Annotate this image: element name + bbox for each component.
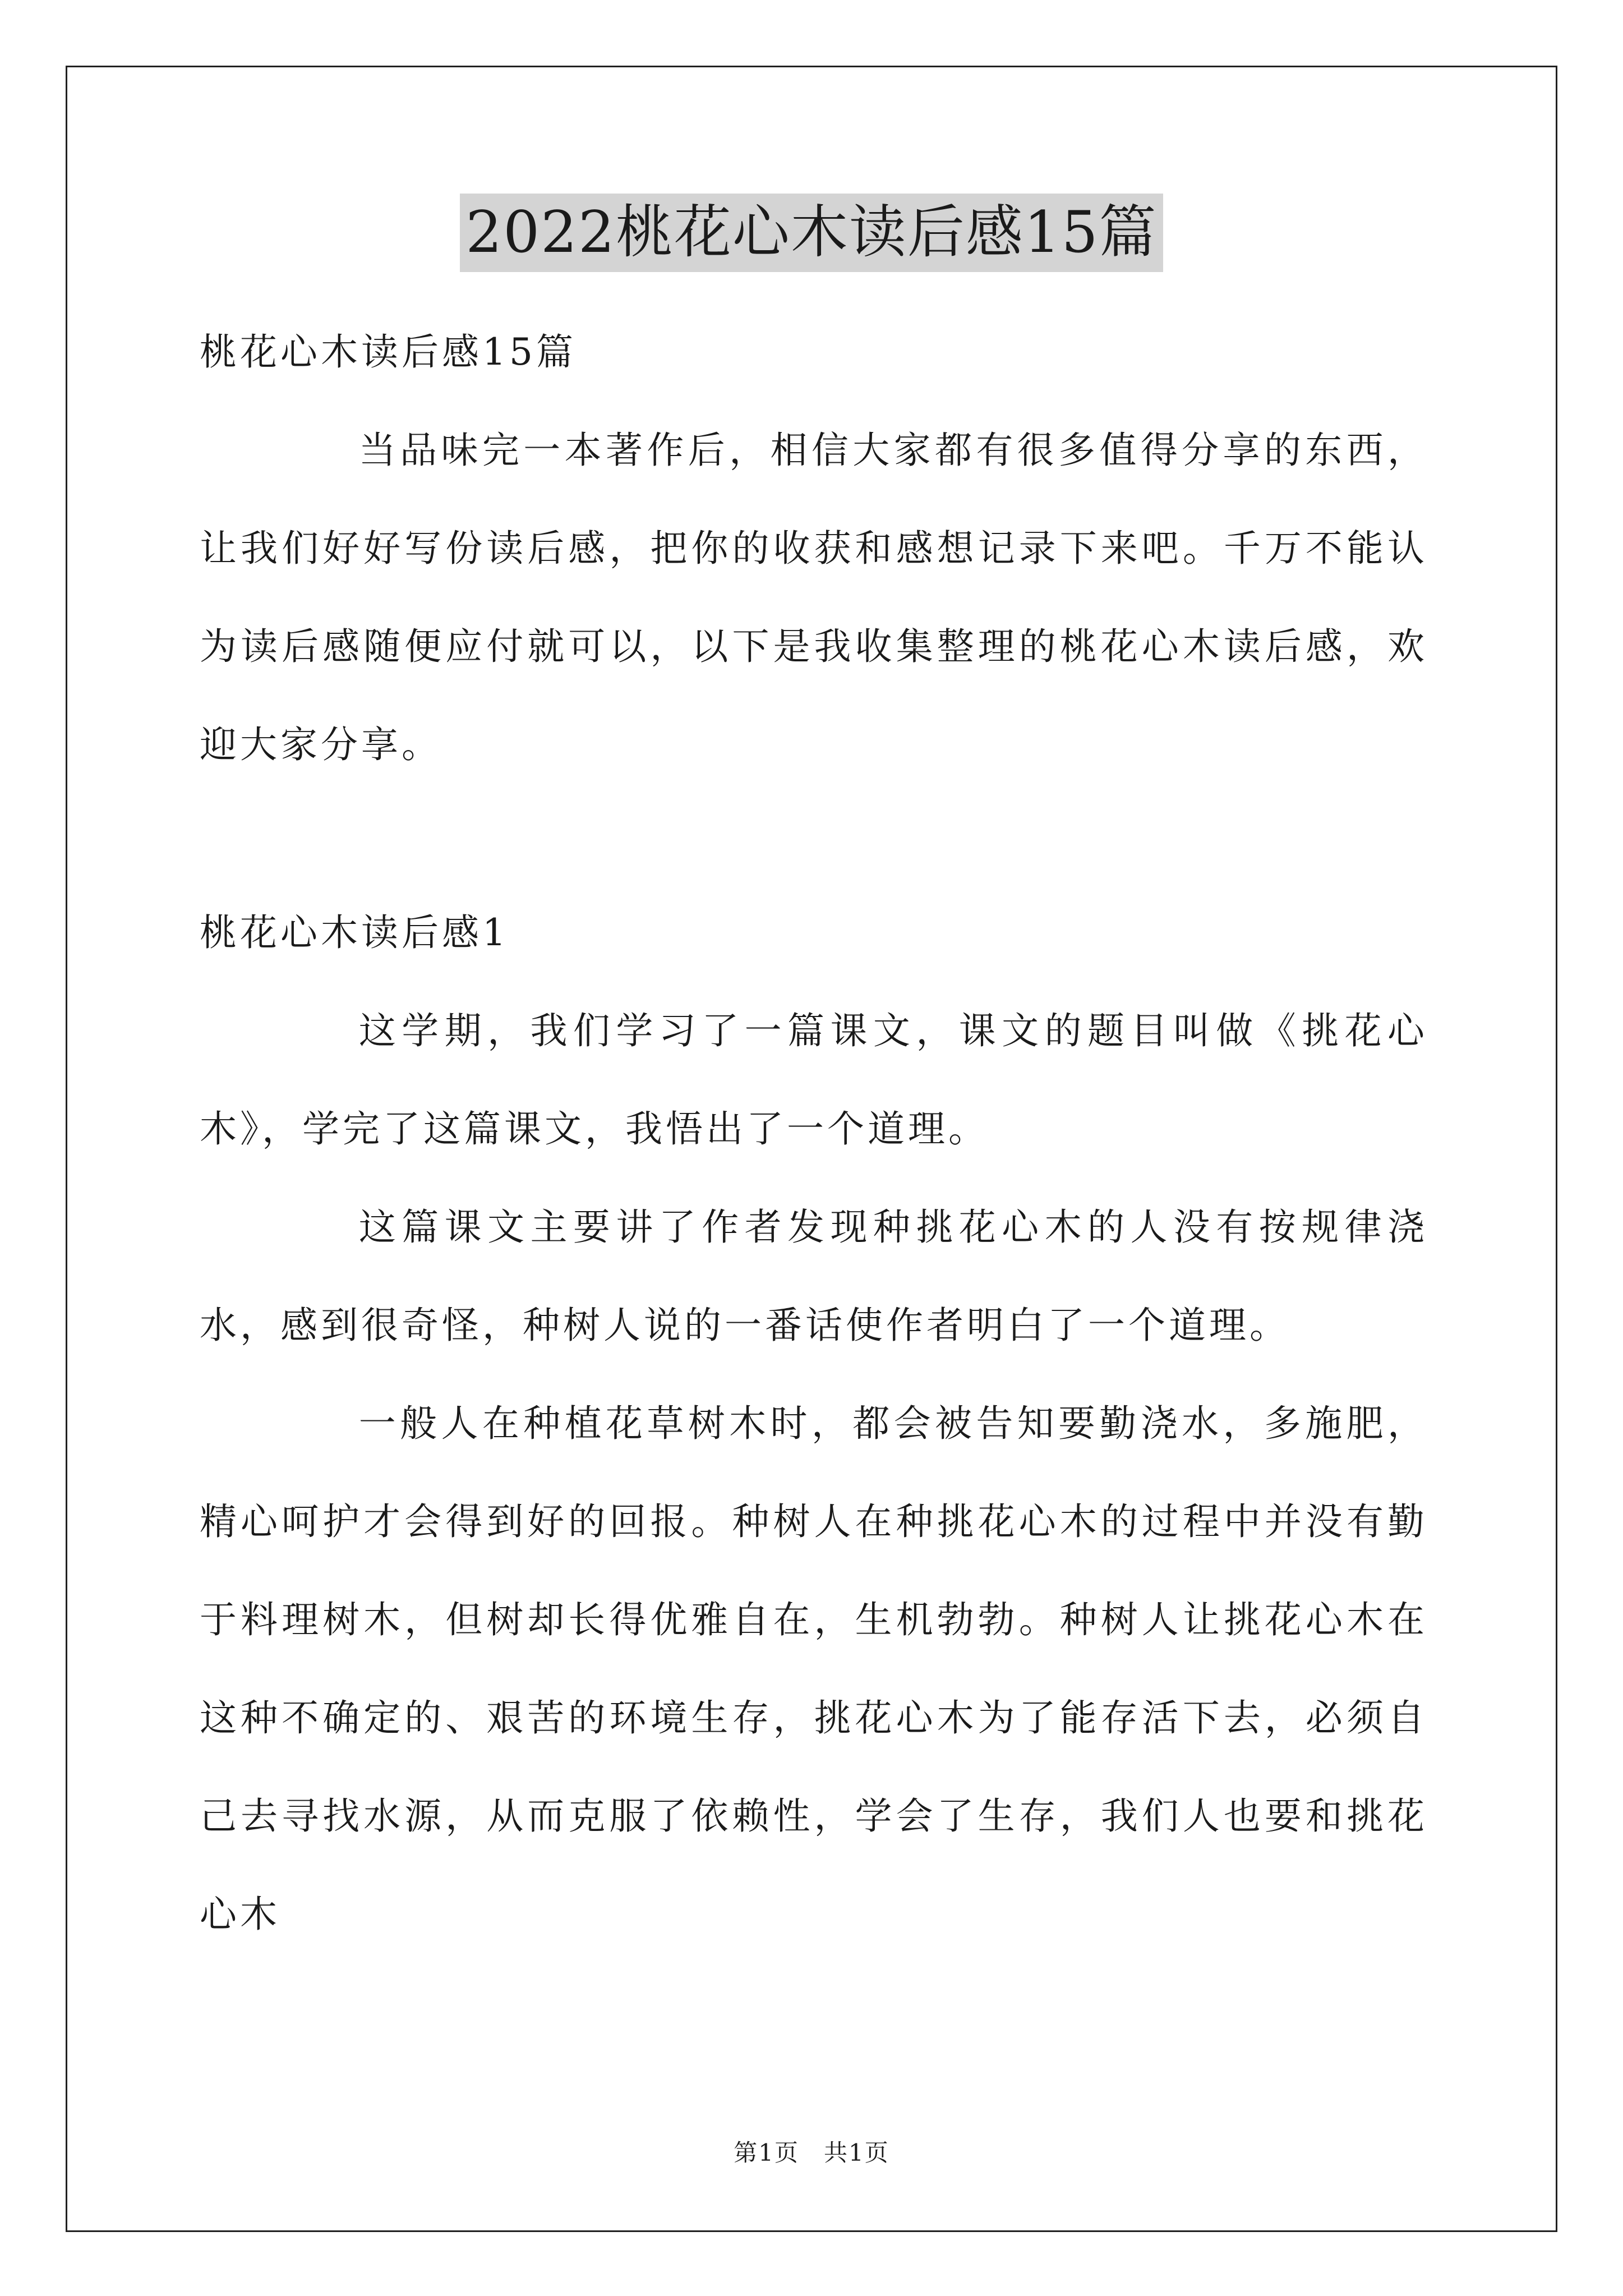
document-title: 2022桃花心木读后感15篇 <box>460 194 1163 272</box>
page-count: 共1页 <box>824 2139 889 2166</box>
page-number: 第1页 <box>734 2139 799 2166</box>
section-gap <box>200 794 1428 884</box>
section-heading: 桃花心木读后感1 <box>200 911 509 954</box>
intro-paragraph: 当品味完一本著作后，相信大家都有很多值得分享的东西，让我们好好写份读后感，把你的收获和感想记录下来吧。千万不能认为读后感随便应付就可以，以下是我收集整理的桃花心木读后感，欢迎大家分享。 <box>200 429 1428 766</box>
title-wrap <box>0 194 1623 272</box>
subtitle: 桃花心木读后感15篇 <box>200 330 577 374</box>
body-paragraph: 这篇课文主要讲了作者发现种挑花心木的人没有按规律浇水，感到很奇怪，种树人说的一番话使作者明白了一个道理。 <box>200 1205 1428 1347</box>
page-footer <box>0 2134 1623 2168</box>
document-body <box>200 303 1428 1963</box>
body-paragraph: 一般人在种植花草树木时，都会被告知要勤浇水，多施肥，精心呵护才会得到好的回报。种树人在种挑花心木的过程中并没有勤于料理树木，但树却长得优雅自在，生机勃勃。种树人让挑花心木在这种不确定的、艰苦的环境生存，挑花心木为了能存活下去，必须自己去寻找水源，从而克服了依赖性，学会了生存，我们人也要和挑花心木 <box>200 1402 1428 1936</box>
body-paragraph: 这学期，我们学习了一篇课文，课文的题目叫做《挑花心木》，学完了这篇课文，我悟出了一个道理。 <box>200 1009 1428 1151</box>
